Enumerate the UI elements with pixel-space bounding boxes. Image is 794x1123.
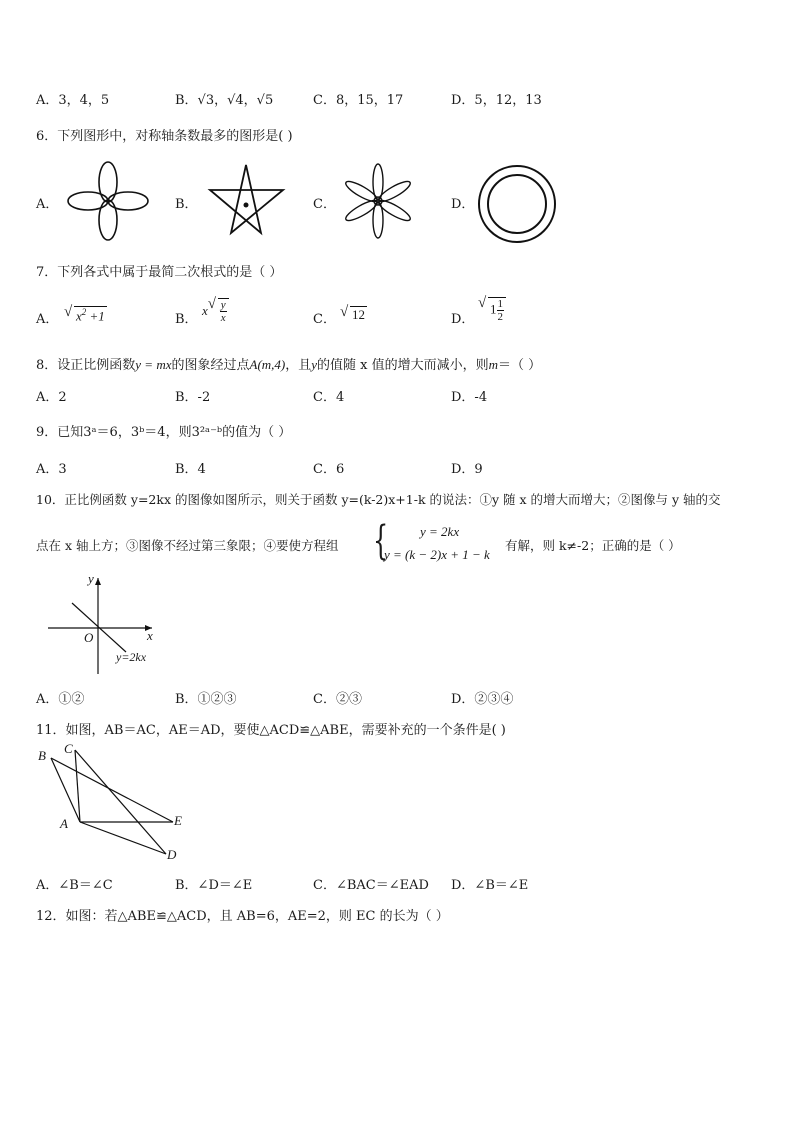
graph-origin-label: O — [84, 630, 94, 645]
q9-option-b: B．4 — [175, 462, 206, 477]
point-a-label: A — [60, 816, 68, 831]
q10-option-a: A．①② — [36, 692, 85, 707]
q10-stem-line2a: 点在 x 轴上方；③图像不经过第三象限；④要使方程组 — [36, 538, 339, 553]
q7-label-b: B． — [175, 312, 198, 327]
q5-option-b: B．√3，√4，√5 — [175, 93, 274, 108]
q6-label-a: A． — [36, 197, 59, 212]
q7-stem: 7．下列各式中属于最简二次根式的是（ ） — [36, 265, 283, 280]
q8-option-a: A．2 — [36, 390, 67, 405]
q7-label-a: A． — [36, 312, 59, 327]
q7-expr-c: √ 12 — [340, 306, 367, 323]
q8-option-c: C．4 — [313, 390, 345, 405]
point-d-label: D — [167, 847, 177, 862]
point-c-label: C — [64, 741, 73, 756]
graph-y-axis-label: y — [88, 571, 94, 586]
point-b-label: B — [38, 748, 46, 763]
q8-option-d: D．-4 — [451, 390, 488, 405]
q7-expr-d: √ 1 $\frac{1}{2}$ — [478, 297, 506, 323]
star-figure — [206, 163, 288, 239]
six-petal-flower-figure — [342, 163, 414, 239]
q10-stem-line2b: 有解，则 k≠-2；正确的是（ ） — [505, 538, 681, 553]
q12-stem: 12．如图：若△ABE≌△ACD，且 AB=6，AE=2，则 EC 的长为（ ） — [36, 909, 449, 924]
q6-label-d: D． — [451, 197, 475, 212]
q7-expr-b: x √ $\frac{y}{x}$ — [202, 298, 229, 324]
four-petal-figure — [66, 160, 150, 242]
q11-stem: 11．如图，AB＝AC，AE＝AD，要使△ACD≌△ABE，需要补充的一个条件是( ) — [36, 723, 506, 738]
system-brace: { — [373, 518, 389, 564]
q7-label-c: C． — [313, 312, 336, 327]
point-e-label: E — [174, 813, 182, 828]
q11-option-b: B．∠D＝∠E — [175, 878, 253, 893]
q11-option-d: D．∠B＝∠E — [451, 878, 529, 893]
q8-stem: 8．设正比例函数y = mx的图象经过点A(m,4)，且y的值随 x 值的增大而减小，则m＝（ ） — [36, 357, 542, 373]
q9-option-c: C．6 — [313, 462, 345, 477]
q10-option-b: B．①②③ — [175, 692, 237, 707]
q7-label-d: D． — [451, 312, 475, 327]
q6-stem: 6．下列图形中，对称轴条数最多的图形是( ) — [36, 129, 293, 144]
q7-expr-a: √ $x^2 +1$ — [64, 306, 107, 324]
q10-system-eq2: y = (k − 2)x + 1 − k — [384, 547, 490, 562]
q11-triangle-figure — [36, 744, 196, 864]
q9-option-d: D．9 — [451, 462, 483, 477]
q9-option-a: A．3 — [36, 462, 67, 477]
q5-option-d: D．5，12，13 — [451, 93, 542, 108]
graph-line-label: y=2kx — [116, 650, 147, 664]
concentric-circles-figure — [477, 164, 557, 244]
q10-stem-line1: 10．正比例函数 y=2kx 的图像如图所示，则关于函数 y=(k-2)x+1-k 的说法：①y 随 x 的增大而增大；②图像与 y 轴的交 — [36, 492, 721, 507]
q8-option-b: B．-2 — [175, 390, 211, 405]
q5-option-a: A．3，4，5 — [36, 93, 110, 108]
q9-stem: 9．已知3ᵃ＝6，3ᵇ＝4，则3²ᵃ⁻ᵇ的值为（ ） — [36, 425, 292, 440]
q11-option-a: A．∠B＝∠C — [36, 878, 113, 893]
q10-option-c: C．②③ — [313, 692, 362, 707]
q6-label-c: C． — [313, 197, 336, 212]
q6-label-b: B． — [175, 197, 198, 212]
graph-x-axis-label: x — [147, 628, 153, 643]
q5-option-c: C．8，15，17 — [313, 93, 404, 108]
q10-system-eq1: y = 2kx — [420, 524, 460, 539]
q10-option-d: D．②③④ — [451, 692, 514, 707]
q11-option-c: C．∠BAC＝∠EAD — [313, 878, 429, 893]
